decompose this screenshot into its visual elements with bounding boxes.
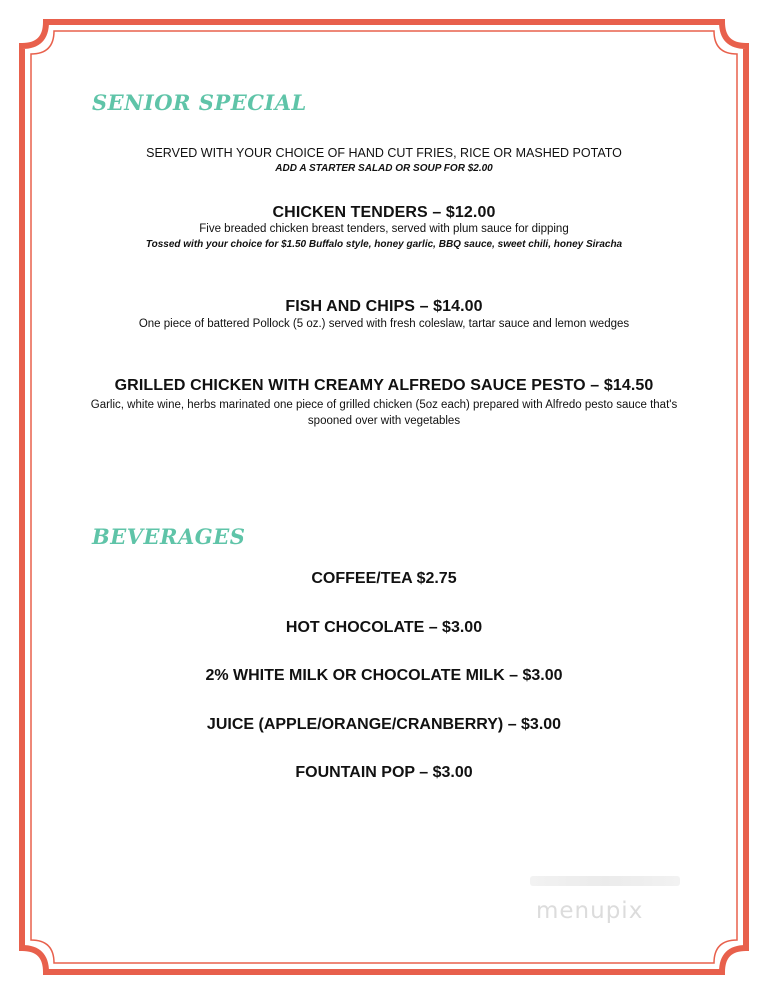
- beverage-item: JUICE (APPLE/ORANGE/CRANBERRY) – $3.00: [206, 716, 562, 733]
- watermark-banner: [530, 876, 680, 886]
- watermark-logo: menupix: [536, 898, 644, 924]
- menu-item-title: FISH AND CHIPS – $14.00: [285, 298, 483, 315]
- menu-item-description: Five breaded chicken breast tenders, served with plum sauce for dipping: [199, 223, 569, 235]
- beverage-item: COFFEE/TEA $2.75: [311, 570, 457, 587]
- beverage-item: HOT CHOCOLATE – $3.00: [285, 619, 483, 636]
- beverage-item: FOUNTAIN POP – $3.00: [295, 764, 473, 781]
- menu-item-title: GRILLED CHICKEN WITH CREAMY ALFREDO SAUCE PESTO – $14.50: [114, 377, 654, 394]
- menu-item-title: CHICKEN TENDERS – $12.00: [272, 204, 496, 221]
- menu-item-description: One piece of battered Pollock (5 oz.) served with fresh coleslaw, tartar sauce and lemon wedges: [138, 318, 630, 330]
- starter-note: ADD A STARTER SALAD OR SOUP FOR $2.00: [275, 163, 493, 174]
- menu-item-description: Garlic, white wine, herbs marinated one piece of grilled chicken (5oz each) prepared with Alfredo pesto sauce that's: [90, 399, 678, 411]
- sides-note: SERVED WITH YOUR CHOICE OF HAND CUT FRIES, RICE OR MASHED POTATO: [146, 146, 622, 160]
- beverage-item: 2% WHITE MILK OR CHOCOLATE MILK – $3.00: [205, 667, 563, 684]
- beverages-heading: BEVERAGES: [92, 524, 246, 549]
- senior-special-heading: SENIOR SPECIAL: [92, 90, 307, 115]
- menu-item-extra: Tossed with your choice for $1.50 Buffalo style, honey garlic, BBQ sauce, sweet chili, honey Siracha: [145, 239, 623, 250]
- menu-item-description-cont: spooned over with vegetables: [307, 415, 461, 427]
